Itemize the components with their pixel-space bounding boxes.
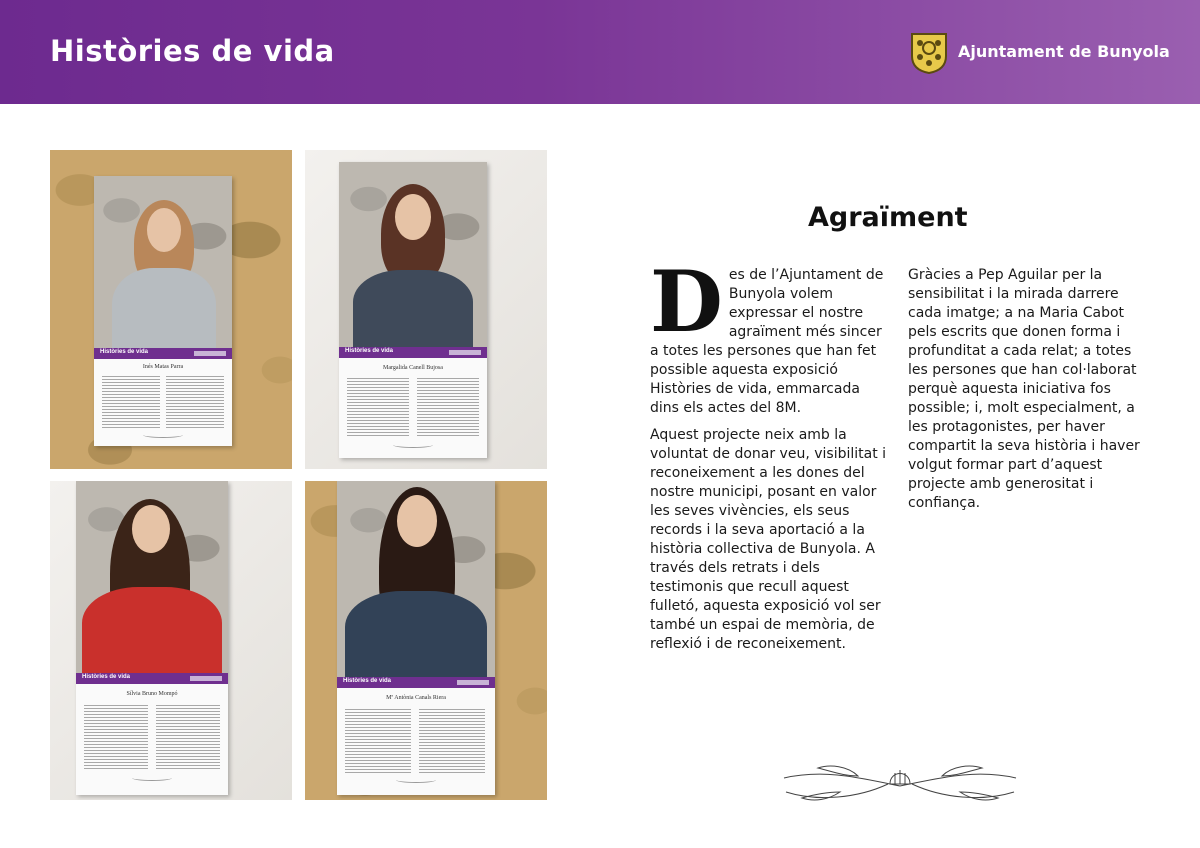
- article-column-1: [650, 252, 888, 662]
- panel-name: Inés Matas Parra: [142, 364, 184, 370]
- photo-4: [305, 481, 547, 800]
- article-column-2: [908, 266, 1148, 521]
- bunyola-crest-icon: [908, 30, 950, 74]
- panel-title: Històries de vida: [343, 678, 392, 684]
- photo-2: [305, 150, 547, 469]
- paragraph: Des de l’Ajuntament de Bunyola volem expressar el nostre agraïment més sincer a totes les persones que han fet possible aquesta exposició Històries de vida, emmarcada dins els actes del 8M.: [650, 252, 884, 416]
- paragraph: Gràcies a Pep Aguilar per la sensibilitat i la mirada darrere cada imatge; a na Maria Cabot pels escrits que donen forma i profunditat a cada relat; a totes les persones que han col·laborat perquè aquesta iniciativa fos possible; i, molt especialment, a les protagonistes, per haver compartit la seva història i haver volgut formar part d’aquest projecte amb generositat i confiança.: [908, 267, 1140, 511]
- panel-name: Mª Antònia Canals Riera: [386, 695, 446, 701]
- photo-3: [50, 481, 292, 800]
- panel-title: Històries de vida: [82, 674, 131, 680]
- drop-cap: D: [650, 252, 723, 351]
- photo-1: [50, 150, 292, 469]
- page-title: Històries de vida: [50, 34, 335, 68]
- panel-name: Sílvia Bruno Mompó: [126, 691, 178, 697]
- exhibit-panel: [337, 481, 495, 795]
- paragraph: Aquest projecte neix amb la voluntat de donar veu, visibilitat i reconeixement a les dones del nostre municipi, posant en valor les seves vivències, els seus records i la seva aportació a la història collectiva de Bunyola. A través dels retrats i dels testimonis que recull aquest fulletó, aquesta exposició vol ser també un espai de memòria, de reflexió i de reconeixement.: [650, 427, 887, 652]
- leaf-ornament-icon: [778, 758, 1022, 804]
- article-heading: Agraïment: [808, 202, 968, 233]
- exhibit-panel: [94, 176, 232, 446]
- exhibit-panel: [339, 162, 487, 458]
- exhibit-panel: [76, 481, 228, 795]
- header-banner: [0, 0, 1200, 104]
- panel-title: Històries de vida: [100, 349, 149, 355]
- brand-name: Ajuntament de Bunyola: [958, 42, 1170, 61]
- panel-title: Històries de vida: [345, 348, 394, 354]
- panel-name: Margalida Canell Bujosa: [383, 365, 443, 371]
